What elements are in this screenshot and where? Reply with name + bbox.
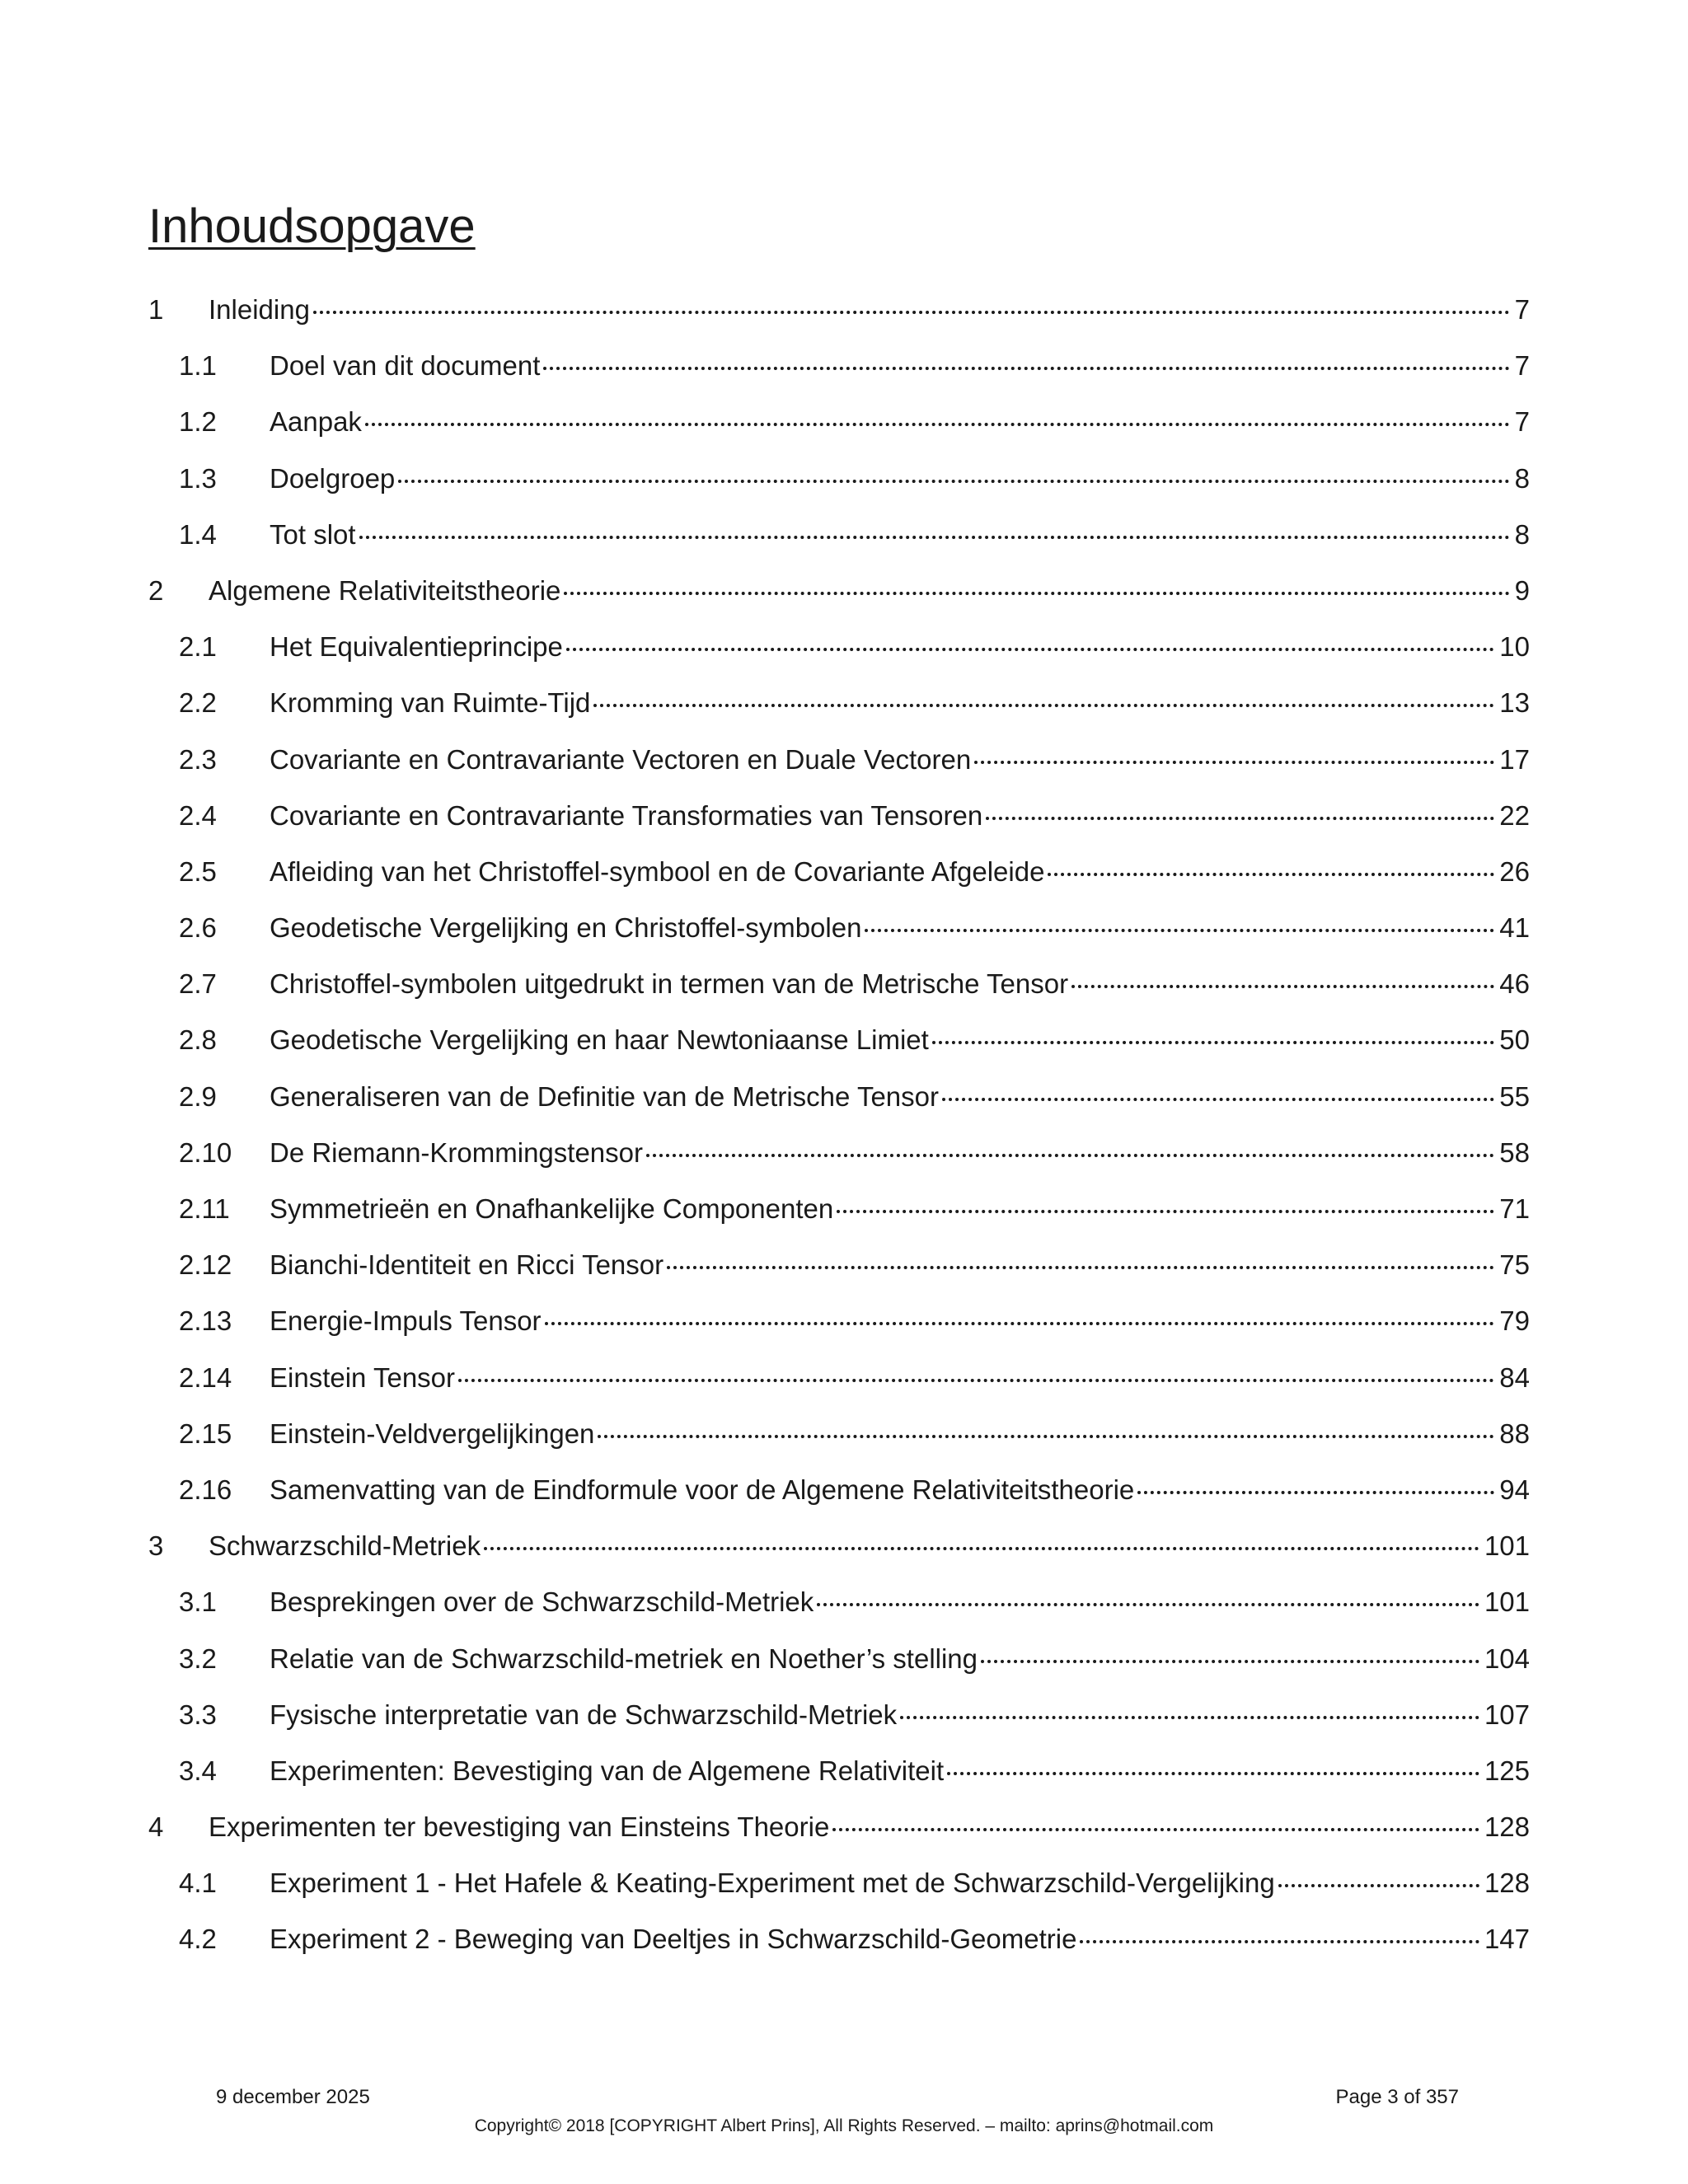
toc-entry[interactable] — [148, 1462, 1530, 1518]
toc-dot-leader — [593, 671, 1494, 707]
toc-entry[interactable] — [148, 1350, 1530, 1406]
toc-entry-title[interactable]: Christoffel-symbolen uitgedrukt in termen van de Metrische Tensor — [270, 968, 1069, 1000]
toc-entry[interactable] — [148, 1574, 1530, 1630]
toc-dot-leader — [986, 784, 1494, 820]
toc-dot-leader — [817, 1570, 1479, 1606]
toc-entry-title[interactable]: Schwarzschild-Metriek — [209, 1530, 481, 1562]
toc-entry-page[interactable]: 79 — [1499, 1305, 1530, 1337]
toc-entry-number: 2.1 — [179, 631, 217, 663]
toc-entry-number: 2.7 — [179, 968, 217, 1000]
toc-entry[interactable] — [148, 1911, 1530, 1967]
toc-entry-title[interactable]: Geodetische Vergelijking en haar Newtoniaanse Limiet — [270, 1024, 929, 1056]
toc-entry[interactable] — [148, 788, 1530, 844]
toc-entry-title[interactable]: Relatie van de Schwarzschild-metriek en Noether’s stelling — [270, 1643, 978, 1674]
footer-date: 9 december 2025 — [216, 2086, 370, 2108]
toc-dot-leader — [1278, 1851, 1479, 1887]
toc-dot-leader — [974, 728, 1494, 764]
toc-dot-leader — [646, 1121, 1494, 1157]
toc-dot-leader — [832, 1795, 1479, 1831]
toc-entry[interactable] — [148, 451, 1530, 507]
toc-dot-leader — [566, 615, 1494, 651]
toc-entry-number: 2.4 — [179, 799, 217, 831]
toc-entry[interactable] — [148, 900, 1530, 956]
toc-entry-page[interactable]: 8 — [1514, 462, 1530, 494]
toc-entry-title[interactable]: Het Equivalentieprincipe — [270, 631, 563, 663]
toc-entry-number: 1.3 — [179, 462, 217, 494]
toc-entry-page[interactable]: 55 — [1499, 1080, 1530, 1112]
toc-entry-page[interactable]: 9 — [1514, 574, 1530, 606]
toc-entry-title[interactable]: Doelgroep — [270, 462, 396, 494]
toc-entry-page[interactable]: 50 — [1499, 1024, 1530, 1056]
toc-entry-page[interactable]: 8 — [1514, 518, 1530, 550]
toc-entry-page[interactable]: 71 — [1499, 1193, 1530, 1224]
toc-entry-title[interactable]: Generaliseren van de Definitie van de Metrische Tensor — [270, 1080, 939, 1112]
toc-entry-number: 4 — [148, 1811, 164, 1843]
toc-entry[interactable] — [148, 507, 1530, 563]
toc-entry-title[interactable]: Aanpak — [270, 406, 362, 438]
toc-entry-number: 2.2 — [179, 687, 217, 719]
toc-dot-leader — [313, 278, 1510, 314]
toc-entry-page[interactable]: 7 — [1514, 350, 1530, 382]
toc-entry-page[interactable]: 128 — [1484, 1868, 1530, 1899]
toc-entry-title[interactable]: Inleiding — [209, 294, 310, 325]
toc-entry-number: 2.14 — [179, 1361, 232, 1393]
toc-entry-page[interactable]: 88 — [1499, 1418, 1530, 1449]
toc-dot-leader — [543, 334, 1509, 370]
toc-entry-page[interactable]: 46 — [1499, 968, 1530, 1000]
toc-entry-number: 3.1 — [179, 1586, 217, 1618]
toc-entry-title[interactable]: Kromming van Ruimte-Tijd — [270, 687, 591, 719]
toc-entry-page[interactable]: 101 — [1484, 1586, 1530, 1618]
toc-dot-leader — [1080, 1907, 1479, 1943]
toc-entry-page[interactable]: 125 — [1484, 1755, 1530, 1786]
toc-entry-page[interactable]: 17 — [1499, 743, 1530, 775]
toc-entry[interactable] — [148, 563, 1530, 619]
toc-entry[interactable] — [148, 619, 1530, 675]
toc-entry-title[interactable]: Symmetrieën en Onafhankelijke Componenten — [270, 1193, 834, 1224]
toc-entry-number: 1.4 — [179, 518, 217, 550]
toc-dot-leader — [359, 503, 1510, 539]
toc-entry-number: 2.3 — [179, 743, 217, 775]
toc-entry-title[interactable]: Samenvatting van de Eindformule voor de Algemene Relativiteitstheorie — [270, 1474, 1135, 1505]
toc-dot-leader — [365, 390, 1510, 426]
toc-entry[interactable] — [148, 1237, 1530, 1293]
toc-entry-number: 2 — [148, 574, 164, 606]
toc-entry[interactable] — [148, 1518, 1530, 1574]
toc-dot-leader — [484, 1514, 1479, 1550]
toc-dot-leader — [1137, 1458, 1494, 1494]
toc-entry-title[interactable]: Einstein-Veldvergelijkingen — [270, 1418, 595, 1449]
toc-dot-leader — [947, 1739, 1479, 1775]
toc-entry-title[interactable]: Einstein Tensor — [270, 1361, 456, 1393]
toc-entry-number: 2.16 — [179, 1474, 232, 1505]
toc-entry[interactable] — [148, 338, 1530, 394]
toc-entry[interactable] — [148, 282, 1530, 338]
toc-dot-leader — [564, 559, 1509, 595]
toc-dot-leader — [942, 1065, 1494, 1101]
toc-entry[interactable] — [148, 732, 1530, 788]
toc-entry-number: 1 — [148, 294, 164, 325]
toc-entry-page[interactable]: 94 — [1499, 1474, 1530, 1505]
toc-entry-title[interactable]: Experiment 2 - Beweging van Deeltjes in Schwarzschild-Geometrie — [270, 1924, 1077, 1955]
toc-entry-page[interactable]: 26 — [1499, 855, 1530, 887]
toc-entry-title[interactable]: Experimenten ter bevestiging van Einsteins Theorie — [209, 1811, 830, 1843]
toc-entry[interactable] — [148, 1406, 1530, 1462]
toc-entry[interactable] — [148, 1631, 1530, 1687]
footer-copyright: Copyright© 2018 [COPYRIGHT Albert Prins], All Rights Reserved. – mailto: aprins@hotmail.com — [474, 2116, 1214, 2135]
toc-entry-title[interactable]: Covariante en Contravariante Transformaties van Tensoren — [270, 799, 983, 831]
toc-entry-page[interactable]: 107 — [1484, 1699, 1530, 1730]
toc-entry[interactable] — [148, 394, 1530, 450]
toc-entry-title[interactable]: Bianchi-Identiteit en Ricci Tensor — [270, 1249, 664, 1281]
toc-entry-page[interactable]: 13 — [1499, 687, 1530, 719]
toc-entry-title[interactable]: Covariante en Contravariante Vectoren en Duale Vectoren — [270, 743, 972, 775]
toc-entry[interactable] — [148, 844, 1530, 900]
toc-entry[interactable] — [148, 1181, 1530, 1237]
toc-entry-page[interactable]: 104 — [1484, 1643, 1530, 1674]
toc-entry-number: 3.3 — [179, 1699, 217, 1730]
toc-entry-title[interactable]: Algemene Relativiteitstheorie — [209, 574, 561, 606]
toc-entry-page[interactable]: 147 — [1484, 1924, 1530, 1955]
toc-entry-title[interactable]: Afleiding van het Christoffel-symbool en de Covariante Afgeleide — [270, 855, 1045, 887]
toc-entry-title[interactable]: Tot slot — [270, 518, 356, 550]
toc-entry-number: 2.5 — [179, 855, 217, 887]
toc-entry-page[interactable]: 101 — [1484, 1530, 1530, 1562]
toc-dot-leader — [900, 1683, 1479, 1719]
toc-dot-leader — [667, 1233, 1494, 1269]
toc-entry-title[interactable]: Experiment 1 - Het Hafele & Keating-Experiment met de Schwarzschild-Vergelijking — [270, 1868, 1275, 1899]
toc-dot-leader — [458, 1346, 1494, 1382]
toc-dot-leader — [865, 896, 1494, 932]
toc-entry-number: 4.2 — [179, 1924, 217, 1955]
toc-entry-number: 2.15 — [179, 1418, 232, 1449]
toc-entry-title[interactable]: De Riemann-Krommingstensor — [270, 1137, 643, 1168]
toc-entry-title[interactable]: Doel van dit document — [270, 350, 541, 382]
toc-entry-number: 3.2 — [179, 1643, 217, 1674]
toc-entry[interactable] — [148, 1293, 1530, 1349]
toc-entry-page[interactable]: 10 — [1499, 631, 1530, 663]
toc-entry-title[interactable]: Energie-Impuls Tensor — [270, 1305, 542, 1337]
toc-entry-number: 2.10 — [179, 1137, 232, 1168]
toc-dot-leader — [598, 1402, 1494, 1438]
toc-entry-number: 2.12 — [179, 1249, 232, 1281]
toc-entry-title[interactable]: Experimenten: Bevestiging van de Algemene Relativiteit — [270, 1755, 945, 1786]
toc-entry[interactable] — [148, 1743, 1530, 1799]
toc-entry-number: 2.6 — [179, 912, 217, 944]
toc-dot-leader — [1071, 952, 1494, 988]
toc-entry[interactable] — [148, 1855, 1530, 1911]
toc-entry-title[interactable]: Fysische interpretatie van de Schwarzschild-Metriek — [270, 1699, 898, 1730]
toc-entry-page[interactable]: 75 — [1499, 1249, 1530, 1281]
toc-entry-page[interactable]: 128 — [1484, 1811, 1530, 1843]
toc-entry-page[interactable]: 7 — [1514, 294, 1530, 325]
toc-entry[interactable] — [148, 1125, 1530, 1181]
toc-entry-number: 3.4 — [179, 1755, 217, 1786]
toc-entry-page[interactable]: 84 — [1499, 1361, 1530, 1393]
page-title: Inhoudsopgave — [148, 199, 476, 253]
toc-entry-number: 2.11 — [179, 1193, 230, 1224]
toc-entry[interactable] — [148, 675, 1530, 731]
toc-entry-page[interactable]: 7 — [1514, 406, 1530, 438]
toc-dot-leader — [1048, 840, 1494, 876]
toc-entry[interactable] — [148, 1012, 1530, 1068]
toc-dot-leader — [545, 1289, 1495, 1325]
toc-entry-number: 1.2 — [179, 406, 217, 438]
toc-entry-number: 1.1 — [179, 350, 217, 382]
toc-dot-leader — [398, 447, 1509, 483]
table-of-contents — [148, 282, 1530, 1968]
toc-entry[interactable] — [148, 1687, 1530, 1743]
toc-entry[interactable] — [148, 1799, 1530, 1855]
toc-dot-leader — [837, 1177, 1494, 1213]
toc-entry-page[interactable]: 22 — [1499, 799, 1530, 831]
toc-entry[interactable] — [148, 956, 1530, 1012]
toc-entry-number: 4.1 — [179, 1868, 217, 1899]
toc-dot-leader — [932, 1008, 1494, 1044]
toc-entry-number: 3 — [148, 1530, 164, 1562]
toc-entry-title[interactable]: Geodetische Vergelijking en Christoffel-symbolen — [270, 912, 862, 944]
footer-page-number: Page 3 of 357 — [1335, 2086, 1459, 2108]
toc-entry-title[interactable]: Besprekingen over de Schwarzschild-Metriek — [270, 1586, 814, 1618]
toc-entry-number: 2.8 — [179, 1024, 217, 1056]
toc-entry-number: 2.9 — [179, 1080, 217, 1112]
toc-entry[interactable] — [148, 1069, 1530, 1125]
toc-entry-number: 2.13 — [179, 1305, 232, 1337]
toc-entry-page[interactable]: 41 — [1499, 912, 1530, 944]
toc-entry-page[interactable]: 58 — [1499, 1137, 1530, 1168]
toc-dot-leader — [981, 1627, 1479, 1663]
